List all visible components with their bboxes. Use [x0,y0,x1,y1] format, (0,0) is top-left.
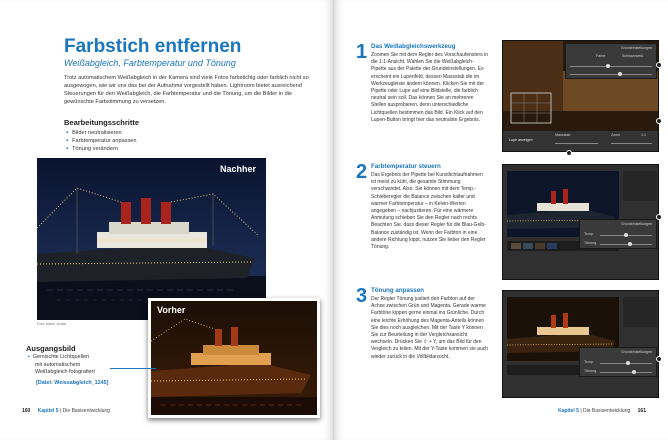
after-label: Nachher [219,164,256,174]
output-description: ▪ Gemischte Lichtquellen mit automatischem Weißabgleich fotografiert [28,354,138,377]
panel-title: Grundeinstellungen [620,46,652,50]
temp-label: Temp. [584,360,594,364]
panel-title: Grundeinstellungen [620,222,652,226]
tint-label: Tönung [584,369,597,373]
ship-warm-illustration [151,301,317,415]
page-number: 160 [22,408,31,414]
step-heading: Tönung anpassen [371,287,424,294]
step-2 [356,162,504,272]
panel-tab-bw[interactable]: Schwarzweiß [622,54,644,58]
chapter-label: Kapitel 5 [558,408,579,414]
slider-knob[interactable] [628,242,632,246]
tint-slider[interactable] [600,372,652,373]
step-number: 1 [356,41,368,63]
chapter-title: Die Basisentwicklung [583,408,631,414]
list-item: ▪ Farbtemperatur anpassen [66,137,137,145]
tint-slider[interactable] [600,244,652,245]
temp-label: Temp. [584,232,594,236]
step-1 [356,42,504,152]
photo-after [37,158,266,320]
intro-paragraph: Trotz automatischem Weißabgleich in der Kamera sind viele Fotos farbstichig oder farblich nicht so ausgewogen, wie wir uns das bei der Aufnahme vorgestellt haben. Lightroom bietet ausreichend Steuerungen für den Weißabgleich, die Farbtemperatur und die Tönung, um die Bilder in die gewünschte Farbstimmung zu versetzen. [64,75,309,105]
steps-heading: Bearbeitungsschritte [64,118,140,127]
step-heading: Das Weißabgleichswerkzeug [371,43,456,50]
list-item: ▪ Bilder neutralisieren [66,129,137,137]
scale-slider[interactable] [555,143,598,144]
slider-knob[interactable] [626,361,630,365]
step-3 [356,286,504,396]
slider-knob[interactable] [624,233,628,237]
basic-panel [579,347,657,377]
show-loupe-checkbox[interactable]: Lupe anzeigen [509,138,533,142]
slider-track[interactable] [570,66,652,67]
scale-label: Massstab [555,133,571,137]
output-line: Weißabgleich fotografiert [35,369,95,376]
photo-credit: Foto: Martin Jordan [37,322,67,326]
step-number: 3 [356,285,368,307]
step-text: Das Ergebnis der Pipette bei Kunstlichtaufnahmen ist meist zu kühl, die gesamte Stimmung verschwindet. Also: Sie können mit dem Temp.-Schieberegler die Balance zwischen kalter und warmer Farbtemperatur – in Kelvin-Werten angegeben – nachjustieren. Für eine wärmere Anmutung schieben Sie den Regler nach rechts. Beachten Sie, dass dieser Regler für die Blau-Gelb-Balance zuständig ist. Wenn der Farbton in eine andere Richtung kippt, nutzen Sie lieber den Regler Tönung. [371,172,486,251]
basic-panel [565,43,657,79]
output-line: mit automatischem [35,361,81,368]
panel-tab-color[interactable]: Farbe [596,54,606,58]
tint-label: Tönung [584,241,597,245]
step-number: 2 [356,161,368,183]
slider-knob[interactable] [632,370,636,374]
before-label: Vorher [157,305,186,315]
page-title: Farbstich entfernen [64,36,242,57]
chapter-label: Kapitel 5 [37,408,59,414]
lightroom-develop-view [503,291,659,398]
screenshot-1 [502,40,659,152]
photo-before [148,298,320,418]
output-line: Gemischte Lichtquellen [32,354,89,360]
screenshot-2 [502,164,659,280]
step-text: Der Regler Tönung justiert den Farbton auf der Achse zwischen Grün und Magenta. Gerade warme Farbtöne kippen gerne einmal ins Grünliche. Durch eine leichte Erhöhung des Magenta-Anteils können Sie dies noch ausgleichen. Mit der Taste Y können Sie zur Beurteilung in der Vergleichsansicht wechseln. Drücken Sie ⇧ + Y, um das Bild für den Vergleich zu teilen. Mit der Y-Taste kommen sie auch wieder zurück in die Vollbildansicht. [371,296,489,360]
callout-line [110,368,156,369]
output-title: Ausgangsbild [26,344,76,353]
screenshot-3 [502,290,659,398]
slider-knob[interactable] [606,64,610,68]
step-text: Zoomen Sie mit dem Regler des Vorschaufensters in die 1:1-Ansicht. Wählen Sie die Weißabgleich-Pipette aus der Palette der Grundeinstellungen. Es erscheint ein Lupenfeld, dessen Massstab die im Werkzeugleiste ändern können. Klicken Sie mit der Pipette oder Lupe auf eine Bildstelle, die farblich neutral sein soll. Das können Sie an mehreren Stellen ausprobieren, denn unterschiedliche Lichtquellen bestimmen das Bild. Ein Klick auf den Lupen-Button bringt hier das neutralste Ergebnis. [371,52,488,123]
marker-dot [566,150,572,156]
output-file-reference: [Datei: Weissabgleich_1245] [36,380,109,386]
right-page [334,0,668,440]
marker-dot [656,62,662,68]
zoom-ratio: 1:1 [641,133,646,137]
basic-panel [579,219,657,249]
ship-night-illustration [37,158,266,320]
page-subtitle: Weißabgleich, Farbtemperatur und Tönung [64,58,236,68]
panel-title: Grundeinstellungen [620,350,652,354]
chapter-title: Die Basisentwicklung [62,408,110,414]
list-item: ▪ Tönung verändern [66,145,137,153]
marker-dot [656,214,662,220]
marker-dot [656,118,662,124]
step-heading: Farbtemperatur steuern [371,163,441,170]
marker-dot [656,356,662,362]
zoom-slider[interactable] [611,143,652,144]
slider-knob[interactable] [618,72,622,76]
zoom-label: Zoom [611,133,621,137]
steps-list [66,129,137,153]
slider-track[interactable] [570,74,652,75]
right-folio: Kapitel 5 | Die Basisentwicklung 161 [558,408,646,414]
page-number: 161 [637,408,646,414]
left-folio: 160 Kapitel 5 | Die Basisentwicklung [22,408,110,414]
